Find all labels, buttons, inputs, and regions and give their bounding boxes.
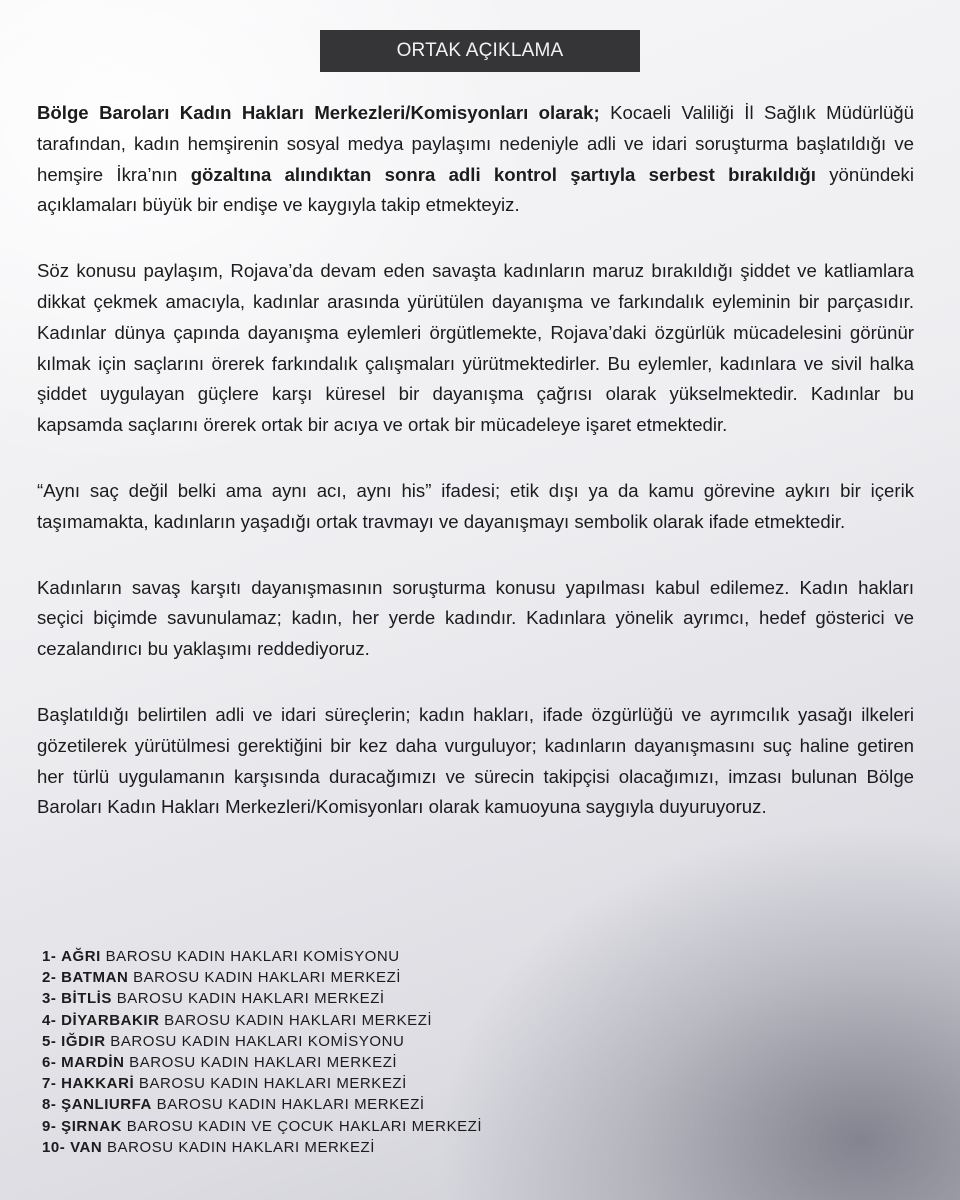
signatory-city: ŞIRNAK — [61, 1117, 122, 1135]
paragraph-5 — [37, 700, 914, 823]
paragraph-3 — [37, 476, 914, 538]
signatory-item — [42, 1073, 482, 1094]
document-title-text: ORTAK AÇIKLAMA — [396, 40, 564, 61]
signatory-office: BAROSU KADIN HAKLARI MERKEZİ — [133, 969, 402, 987]
signatory-number: 7- — [42, 1075, 57, 1093]
signatory-item — [42, 967, 482, 988]
signatory-item — [42, 1137, 482, 1158]
signatory-item — [42, 1052, 482, 1073]
paragraph-2-text: Söz konusu paylaşım, Rojava’da devam eden savaşta kadınların maruz bırakıldığı şiddet ve katliamlara dikkat çekmek amacıyla, kadınlar arasında yürütülen dayanışma ve farkındalık eyleminin bir parçasıdır. Kadınlar dünya çapında dayanışma eylemleri örgütlemekte, Rojava’daki özgürlük mücadelesini görünür kılmak için saçlarını örerek farkındalık çalışmaları yürütmektedirler. Bu eylemler, kadınlara ve sivil halka şiddet uygulayan güçlere karşı küresel bir dayanışma çağrısı olarak yükselmektedir. Kadınlar bu kapsamda saçlarını örerek ortak bir acıya ve ortak bir mücadeleye işaret etmektedir. — [37, 260, 914, 436]
paragraph-2 — [37, 256, 914, 441]
signatory-number: 8- — [42, 1096, 57, 1114]
signatory-office: BAROSU KADIN VE ÇOCUK HAKLARI MERKEZİ — [126, 1117, 483, 1135]
paragraph-1-segment-4: yönündeki açıklamaları büyük bir endişe ve kaygıyla takip etmekteyiz. — [37, 163, 914, 216]
signatory-item — [42, 1031, 482, 1052]
document-title — [320, 30, 640, 72]
signatory-city: IĞDIR — [61, 1032, 106, 1050]
signatory-item — [42, 1116, 482, 1137]
signatory-number: 6- — [42, 1054, 57, 1072]
signatory-number: 5- — [42, 1032, 57, 1050]
signatory-city: AĞRI — [61, 948, 101, 965]
signatory-city: DİYARBAKIR — [61, 1011, 160, 1029]
signatory-office: BAROSU KADIN HAKLARI KOMİSYONU — [105, 948, 400, 965]
statement-body — [37, 98, 914, 858]
signatory-item — [42, 988, 482, 1009]
signatory-city: BATMAN — [61, 969, 129, 987]
signatories-list — [42, 946, 482, 1158]
signatory-office: BAROSU KADIN HAKLARI MERKEZİ — [138, 1075, 407, 1093]
signatory-city: BİTLİS — [61, 990, 112, 1008]
signatory-item — [42, 1094, 482, 1115]
signatory-office: BAROSU KADIN HAKLARI KOMİSYONU — [110, 1032, 405, 1050]
paragraph-3-text: “Aynı saç değil belki ama aynı acı, aynı his” ifadesi; etik dışı ya da kamu görevine aykırı bir içerik taşımamakta, kadınların yaşadığı ortak travmayı ve dayanışmayı sembolik olarak ifade etmektedir. — [37, 479, 914, 532]
signatory-office: BAROSU KADIN HAKLARI MERKEZİ — [107, 1138, 375, 1156]
signatory-number: 1- — [42, 948, 57, 965]
signatory-office: BAROSU KADIN HAKLARI MERKEZİ — [156, 1096, 425, 1114]
signatory-number: 2- — [42, 969, 57, 987]
signatory-item — [42, 1010, 482, 1031]
signatory-office: BAROSU KADIN HAKLARI MERKEZİ — [164, 1011, 433, 1029]
paragraph-1-segment-2: Kocaeli Valiliği İl Sağlık Müdürlüğü tarafından, kadın hemşirenin sosyal medya paylaşımı nedeniyle adli ve idari soruşturma başlatıldığı ve hemşire İkra’nın — [37, 102, 914, 185]
paragraph-4-text: Kadınların savaş karşıtı dayanışmasının soruşturma konusu yapılması kabul edilemez. Kadın hakları seçici biçimde savunulamaz; kadın, her yerde kadındır. Kadınlara yönelik ayrımcı, hedef gösterici ve cezalandırıcı bu yaklaşımı reddediyoruz. — [37, 576, 914, 660]
signatory-city: VAN — [70, 1138, 103, 1156]
signatory-city: HAKKARİ — [61, 1075, 135, 1093]
signatory-office: BAROSU KADIN HAKLARI MERKEZİ — [116, 990, 385, 1008]
signatory-number: 4- — [42, 1011, 57, 1029]
signatory-city: MARDİN — [61, 1054, 125, 1072]
paragraph-1-segment-1: Bölge Baroları Kadın Hakları Merkezleri/Komisyonları olarak; — [37, 102, 600, 123]
paragraph-1 — [37, 98, 914, 221]
signatory-office: BAROSU KADIN HAKLARI MERKEZİ — [129, 1054, 398, 1072]
signatory-city: ŞANLIURFA — [61, 1096, 152, 1114]
signatory-number: 10- — [42, 1138, 66, 1156]
signatory-item — [42, 946, 482, 967]
paragraph-5-text: Başlatıldığı belirtilen adli ve idari süreçlerin; kadın hakları, ifade özgürlüğü ve ayrımcılık yasağı ilkeleri gözetilerek yürütülmesi gerektiğini bir kez daha vurguluyor; kadınların dayanışmasını suç haline getiren her türlü uygulamanın karşısında duracağımızı ve sürecin takipçisi olacağımızı, imzası bulunan Bölge Baroları Kadın Hakları Merkezleri/Komisyonları olarak kamuoyuna saygıyla duyuruyoruz. — [37, 703, 914, 818]
signatory-number: 9- — [42, 1117, 57, 1135]
paragraph-4 — [37, 573, 914, 665]
signatory-number: 3- — [42, 990, 57, 1008]
paragraph-1-segment-3: gözaltına alındıktan sonra adli kontrol şartıyla serbest bırakıldığı — [190, 163, 816, 185]
